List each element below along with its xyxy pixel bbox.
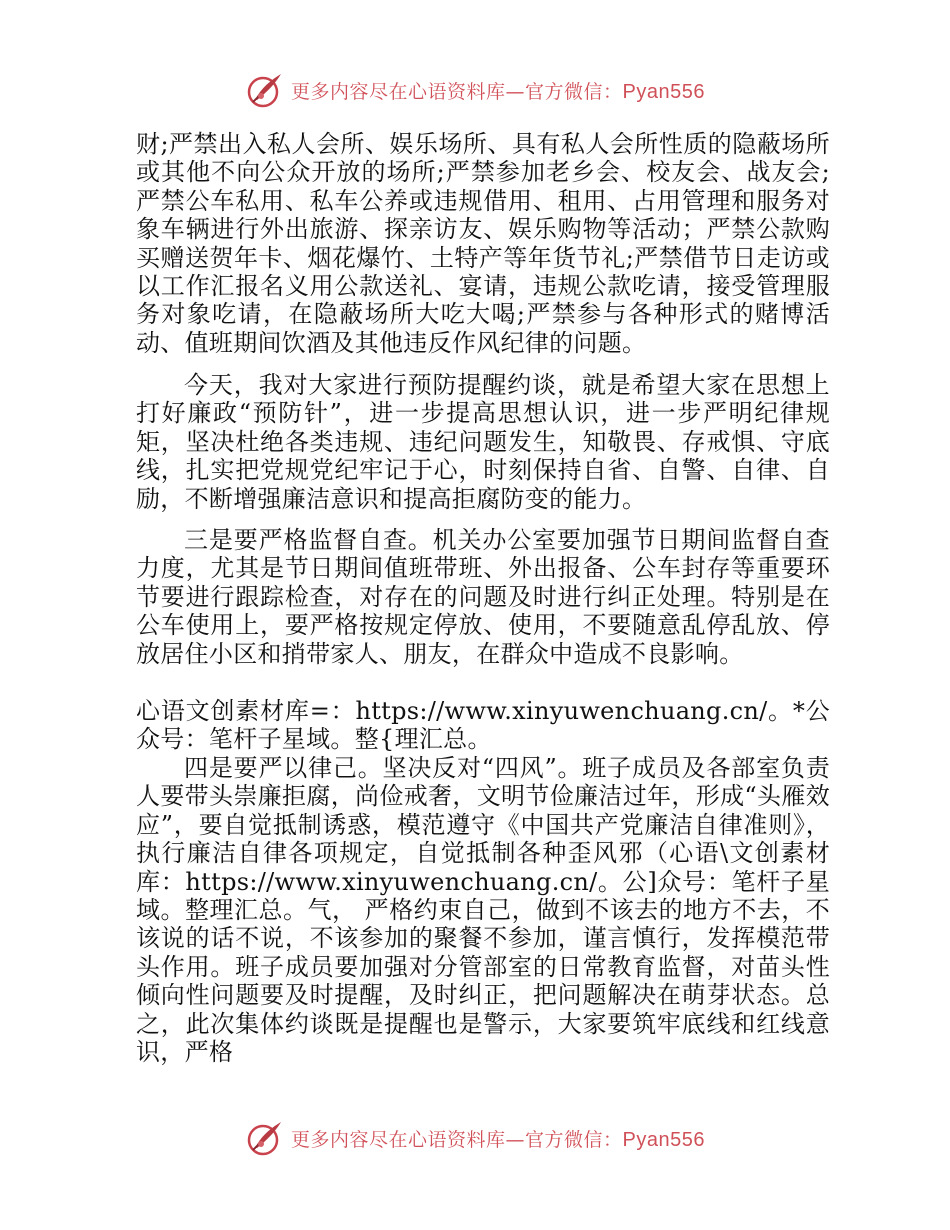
paragraph-source-note: 心语文创素材库=：https://www.xinyuwenchuang.cn/。*公众号：笔杆子星域。整{理汇总。 [136, 697, 830, 754]
footer-watermark [0, 1116, 950, 1160]
quill-logo-icon [245, 1118, 285, 1158]
paragraph-self-discipline: 四是要严以律己。坚决反对“四风”。班子成员及各部室负责人要带头崇廉拒腐，尚俭戒奢，文明节俭廉洁过年，形成“头雁效应”，要自觉抵制诱惑，模范遵守《中国共产党廉洁自律准则》，执行廉洁自律各项规定，自觉抵制各种歪风邪（心语\文创素材库：https://www.xinyuwenchuang.cn/。公]众号：笔杆子星域。整理汇总。气， 严格约束自己，做到不该去的地方不去，不该说的话不说，不该参加的聚餐不参加，谨言慎行，发挥模范带头作用。班子成员要加强对分管部室的日常教育监督，对苗头性倾向性问题要及时提醒，及时纠正，把问题解决在萌芽状态。总之，此次集体约谈既是提醒也是警示，大家要筑牢底线和红线意识，严格 [136, 754, 830, 1067]
header-watermark [0, 68, 950, 112]
paragraph-reminder-talk: 今天，我对大家进行预防提醒约谈，就是希望大家在思想上打好廉政“预防针”，进一步提高思想认识，进一步严明纪律规矩，坚决杜绝各类违规、违纪问题发生，知敬畏、存戒惧、守底线，扎实把党规党纪牢记于心，时刻保持自省、自警、自律、自励，不断增强廉洁意识和提高拒腐防变的能力。 [136, 371, 830, 513]
paragraph-prohibitions: 财;严禁出入私人会所、娱乐场所、具有私人会所性质的隐蔽场所或其他不向公众开放的场所;严禁参加老乡会、校友会、战友会;严禁公车私用、私车公养或违规借用、租用、占用管理和服务对象车辆进行外出旅游、探亲访友、娱乐购物等活动；严禁公款购买赠送贺年卡、烟花爆竹、土特产等年货节礼;严禁借节日走访或以工作汇报名义用公款送礼、宴请，违规公款吃请，接受管理服务对象吃请，在隐蔽场所大吃大喝;严禁参与各种形式的赌博活动、值班期间饮酒及其他违反作风纪律的问题。 [136, 130, 830, 357]
quill-logo-icon [245, 70, 285, 110]
banner-text: 更多内容尽在心语资料库—官方微信：Pyan556 [291, 1128, 705, 1151]
banner-text: 更多内容尽在心语资料库—官方微信：Pyan556 [291, 80, 705, 103]
paragraph-supervision: 三是要严格监督自查。机关办公室要加强节日期间监督自查力度，尤其是节日期间值班带班、外出报备、公车封存等重要环节要进行跟踪检查，对存在的问题及时进行纠正处理。特别是在公车使用上，要严格按规定停放、使用，不要随意乱停乱放、停放居住小区和捎带家人、朋友，在群众中造成不良影响。 [136, 526, 830, 668]
